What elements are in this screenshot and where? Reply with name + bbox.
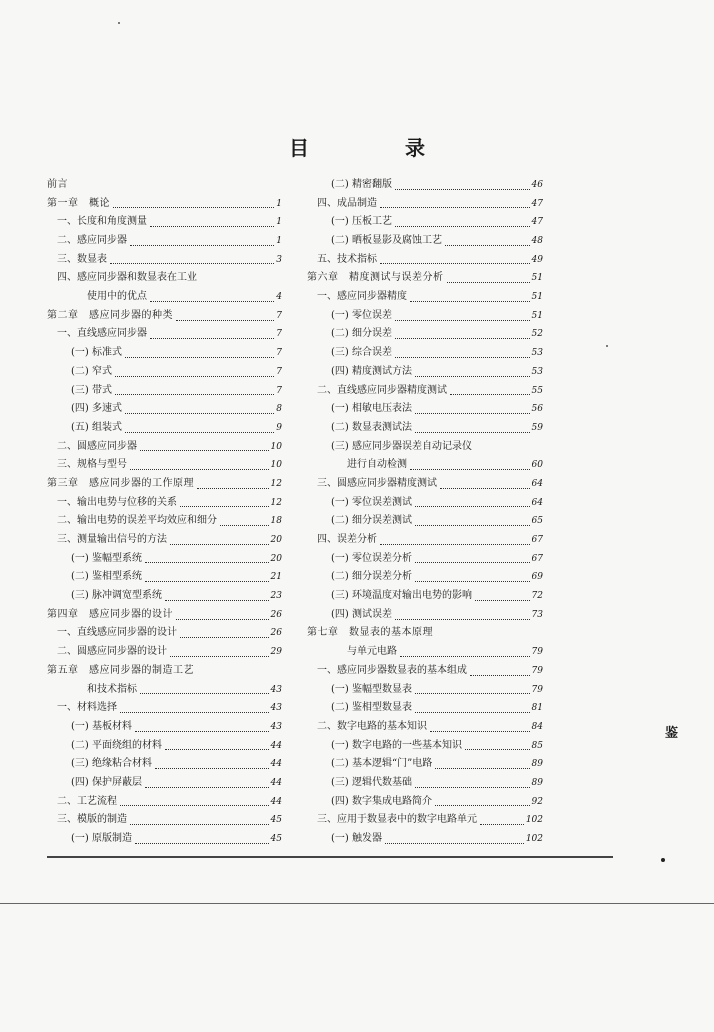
toc-entry <box>307 681 543 700</box>
toc-entry-title: 一、感应同步器精度 <box>317 291 407 303</box>
toc-entry-title: (二) 数显表测试法 <box>331 421 412 433</box>
toc-entry-page: 53 <box>531 366 543 377</box>
toc-leader-dots <box>145 561 269 563</box>
toc-entry <box>47 587 282 606</box>
toc-entry-page: 51 <box>531 310 543 321</box>
toc-leader-dots <box>170 543 269 545</box>
toc-entry-title: (二) 晒板显影及腐蚀工艺 <box>331 235 442 247</box>
toc-entry-page: 44 <box>270 759 282 770</box>
toc-entry-page: 52 <box>531 329 543 340</box>
toc-entry-title: (四) 精度测试方法 <box>331 365 412 377</box>
toc-entry-page: 60 <box>531 460 543 471</box>
toc-entry-title: 第五章 感应同步器的制造工艺 <box>47 664 194 676</box>
toc-entry-title: (三) 综合误差 <box>331 347 392 359</box>
toc-leader-dots <box>197 487 269 489</box>
toc-entry-page: 46 <box>531 179 543 190</box>
toc-entry-title: 三、应用于数显表中的数字电路单元 <box>317 814 477 826</box>
toc-entry-page: 56 <box>531 404 543 415</box>
toc-entry <box>47 475 282 494</box>
toc-entry-page: 67 <box>531 535 543 546</box>
toc-entry <box>307 438 543 457</box>
toc-entry-title: (一) 原版制造 <box>71 833 132 845</box>
toc-entry <box>47 382 282 401</box>
toc-entry-title: 四、感应同步器和数显表在工业 <box>57 272 197 284</box>
toc-entry <box>47 288 282 307</box>
toc-leader-dots <box>415 524 530 526</box>
toc-entry-title: (一) 零位误差 <box>331 309 392 321</box>
toc-entry <box>307 699 543 718</box>
toc-entry-page: 20 <box>270 535 282 546</box>
toc-entry-title: 使用中的优点 <box>87 291 147 303</box>
toc-entry-title: (三) 脉冲调宽型系统 <box>71 590 162 602</box>
toc-entry-title: 和技术指标 <box>87 683 137 695</box>
toc-entry-title: (三) 绝缘粘合材料 <box>71 758 152 770</box>
toc-leader-dots <box>465 748 530 750</box>
toc-entry-page: 7 <box>276 385 282 396</box>
toc-leader-dots <box>400 655 530 657</box>
toc-entry-page: 69 <box>531 572 543 583</box>
toc-leader-dots <box>115 393 274 395</box>
toc-entry-page: 49 <box>531 254 543 265</box>
toc-leader-dots <box>140 449 269 451</box>
toc-leader-dots <box>115 375 274 377</box>
toc-entry <box>47 195 282 214</box>
toc-leader-dots <box>120 804 269 806</box>
toc-entry-page: 1 <box>276 217 282 228</box>
toc-entry-page: 43 <box>270 703 282 714</box>
toc-entry <box>307 232 543 251</box>
toc-leader-dots <box>415 375 530 377</box>
toc-entry <box>47 494 282 513</box>
toc-entry <box>307 251 543 270</box>
toc-leader-dots <box>113 206 274 208</box>
toc-leader-dots <box>155 767 269 769</box>
toc-entry-title: (一) 触发器 <box>331 833 382 845</box>
toc-entry-title: (一) 压板工艺 <box>331 216 392 228</box>
toc-entry <box>47 625 282 644</box>
toc-leader-dots <box>135 842 269 844</box>
toc-entry <box>47 755 282 774</box>
toc-entry-title: 五、技术指标 <box>317 253 377 265</box>
toc-entry-page: 65 <box>531 516 543 527</box>
toc-leader-dots <box>445 244 530 246</box>
toc-entry-page: 89 <box>531 759 543 770</box>
toc-entry-page: 84 <box>531 721 543 732</box>
toc-leader-dots <box>410 300 530 302</box>
toc-entry-title: (四) 数字集成电路简介 <box>331 795 432 807</box>
toc-entry <box>47 793 282 812</box>
toc-leader-dots <box>140 692 269 694</box>
toc-entry <box>307 307 543 326</box>
toc-entry <box>47 718 282 737</box>
toc-leader-dots <box>395 356 530 358</box>
toc-entry <box>307 344 543 363</box>
toc-entry <box>307 811 543 830</box>
toc-entry <box>307 568 543 587</box>
toc-entry <box>47 531 282 550</box>
toc-entry <box>307 382 543 401</box>
toc-entry-title: (三) 逻辑代数基础 <box>331 776 412 788</box>
toc-entry <box>307 475 543 494</box>
page-edge <box>0 903 714 904</box>
toc-leader-dots <box>415 431 530 433</box>
toc-entry <box>307 606 543 625</box>
toc-entry-title: (三) 感应同步器误差自动记录仪 <box>331 440 472 452</box>
toc-entry <box>47 512 282 531</box>
toc-entry-title: (四) 保护屏蔽层 <box>71 776 142 788</box>
toc-entry <box>47 176 282 195</box>
toc-leader-dots <box>135 730 269 732</box>
toc-entry-title: 二、直线感应同步器精度测试 <box>317 384 447 396</box>
toc-entry-title: (二) 鉴相型数显表 <box>331 702 412 714</box>
toc-entry-page: 12 <box>270 497 282 508</box>
toc-entry-title: (一) 零位误差测试 <box>331 496 412 508</box>
toc-leader-dots <box>170 655 269 657</box>
toc-entry-page: 51 <box>531 273 543 284</box>
toc-entry-title: 二、圆感应同步器 <box>57 440 137 452</box>
toc-entry <box>47 774 282 793</box>
toc-entry-title: 进行自动检测 <box>347 459 407 471</box>
toc-leader-dots <box>145 786 269 788</box>
toc-entry-title: 二、工艺流程 <box>57 795 117 807</box>
toc-entry-title: 与单元电路 <box>347 646 397 658</box>
toc-entry-title: (二) 平面绕组的材料 <box>71 739 162 751</box>
toc-entry-title: 一、长度和角度测量 <box>57 216 147 228</box>
toc-entry-title: 一、感应同步器数显表的基本组成 <box>317 664 467 676</box>
toc-leader-dots <box>395 188 530 190</box>
toc-leader-dots <box>165 599 269 601</box>
toc-leader-dots <box>380 262 530 264</box>
toc-entry <box>47 232 282 251</box>
toc-entry <box>307 419 543 438</box>
toc-entry <box>307 512 543 531</box>
toc-leader-dots <box>450 393 530 395</box>
side-mark: 鉴 <box>665 726 679 741</box>
toc-entry-page: 81 <box>531 703 543 714</box>
toc-entry <box>47 419 282 438</box>
toc-entry-title: 二、输出电势的误差平均效应和细分 <box>57 515 217 527</box>
toc-leader-dots <box>145 580 269 582</box>
toc-entry-page: 51 <box>531 292 543 303</box>
toc-leader-dots <box>125 412 274 414</box>
toc-entry <box>307 213 543 232</box>
toc-left-column <box>47 176 282 849</box>
toc-entry-title: (二) 细分误差测试 <box>331 515 412 527</box>
toc-entry-page: 44 <box>270 777 282 788</box>
toc-leader-dots <box>435 804 530 806</box>
toc-entry-title: 第二章 感应同步器的种类 <box>47 309 173 321</box>
toc-leader-dots <box>220 524 269 526</box>
toc-entry-page: 55 <box>531 385 543 396</box>
toc-leader-dots <box>415 561 530 563</box>
toc-entry-title: 三、模版的制造 <box>57 814 127 826</box>
bottom-rule <box>47 856 613 858</box>
toc-entry-title: 四、成品制造 <box>317 197 377 209</box>
toc-leader-dots <box>150 337 274 339</box>
toc-entry-title: 第四章 感应同步器的设计 <box>47 608 173 620</box>
toc-entry <box>47 643 282 662</box>
toc-entry-page: 45 <box>270 815 282 826</box>
toc-leader-dots <box>415 786 530 788</box>
toc-leader-dots <box>395 618 530 620</box>
toc-entry-title: (三) 带式 <box>71 384 112 396</box>
toc-entry-page: 7 <box>276 329 282 340</box>
toc-entry <box>307 793 543 812</box>
toc-entry <box>307 718 543 737</box>
toc-entry-page: 79 <box>531 684 543 695</box>
toc-right-column <box>307 176 543 849</box>
toc-leader-dots <box>475 599 530 601</box>
toc-entry-page: 44 <box>270 740 282 751</box>
toc-entry-title: 第六章 精度测试与误差分析 <box>307 272 444 284</box>
toc-leader-dots <box>415 505 530 507</box>
toc-entry-page: 12 <box>270 478 282 489</box>
toc-entry-page: 79 <box>531 665 543 676</box>
toc-entry-title: 一、材料选择 <box>57 702 117 714</box>
toc-leader-dots <box>435 767 529 769</box>
toc-entry-page: 9 <box>276 422 282 433</box>
toc-leader-dots <box>480 823 524 825</box>
toc-entry-page: 1 <box>276 198 282 209</box>
speck <box>606 345 608 347</box>
toc-entry <box>47 606 282 625</box>
toc-leader-dots <box>110 262 274 264</box>
toc-entry-title: (三) 环境温度对输出电势的影响 <box>331 590 472 602</box>
toc-entry-title: 三、规格与型号 <box>57 459 127 471</box>
toc-entry-title: (四) 多速式 <box>71 403 122 415</box>
toc-leader-dots <box>415 711 530 713</box>
toc-entry <box>307 550 543 569</box>
toc-entry-page: 29 <box>270 647 282 658</box>
toc-entry-title: (二) 细分误差 <box>331 328 392 340</box>
toc-entry <box>47 307 282 326</box>
toc-leader-dots <box>120 711 269 713</box>
toc-entry-title: (二) 鉴相型系统 <box>71 571 142 583</box>
toc-entry-title: 一、直线感应同步器的设计 <box>57 627 177 639</box>
toc-leader-dots <box>180 505 269 507</box>
toc-entry <box>47 251 282 270</box>
toc-leader-dots <box>395 337 530 339</box>
toc-entry-page: 48 <box>531 236 543 247</box>
toc-entry <box>307 494 543 513</box>
toc-entry-title: (一) 鉴幅型数显表 <box>331 683 412 695</box>
toc-leader-dots <box>125 356 274 358</box>
toc-entry-page: 89 <box>531 777 543 788</box>
toc-entry <box>307 288 543 307</box>
toc-entry-title: 二、感应同步器 <box>57 235 127 247</box>
toc-entry-page: 43 <box>270 721 282 732</box>
toc-entry-page: 102 <box>525 815 543 826</box>
toc-entry-title: 二、圆感应同步器的设计 <box>57 646 167 658</box>
toc-leader-dots <box>165 748 269 750</box>
toc-entry-page: 47 <box>531 198 543 209</box>
toc-entry-title: 四、误差分析 <box>317 534 377 546</box>
toc-entry-page: 79 <box>531 647 543 658</box>
toc-entry-title: (一) 零位误差分析 <box>331 552 412 564</box>
toc-entry-title: (二) 窄式 <box>71 365 112 377</box>
toc-entry <box>47 269 282 288</box>
toc-entry <box>307 625 543 644</box>
toc-entry <box>307 643 543 662</box>
toc-entry-title: 前言 <box>47 178 68 190</box>
toc-entry-page: 23 <box>270 591 282 602</box>
toc-entry <box>307 326 543 345</box>
toc-entry <box>47 811 282 830</box>
toc-leader-dots <box>125 431 274 433</box>
toc-leader-dots <box>470 674 530 676</box>
toc-leader-dots <box>176 618 269 620</box>
page-title: 目 录 <box>289 136 463 160</box>
toc-entry-title: 三、测量输出信号的方法 <box>57 534 167 546</box>
toc-entry-page: 43 <box>270 684 282 695</box>
toc-entry-page: 92 <box>531 796 543 807</box>
toc-entry-title: (一) 基板材料 <box>71 720 132 732</box>
toc-leader-dots <box>180 636 269 638</box>
toc-entry-page: 26 <box>270 628 282 639</box>
toc-entry-page: 44 <box>270 796 282 807</box>
toc-entry-page: 1 <box>276 236 282 247</box>
toc-entry-title: 一、直线感应同步器 <box>57 328 147 340</box>
toc-leader-dots <box>385 842 524 844</box>
toc-entry-page: 8 <box>276 404 282 415</box>
toc-entry-title: (五) 组装式 <box>71 421 122 433</box>
toc-entry <box>47 363 282 382</box>
toc-entry <box>47 456 282 475</box>
toc-entry-title: (一) 数字电路的一些基本知识 <box>331 739 462 751</box>
toc-entry-page: 20 <box>270 553 282 564</box>
toc-entry-title: (二) 细分误差分析 <box>331 571 412 583</box>
toc-entry-title: 第七章 数显表的基本原理 <box>307 627 433 639</box>
toc-leader-dots <box>380 206 530 208</box>
toc-entry-title: 二、数字电路的基本知识 <box>317 720 427 732</box>
toc-entry <box>47 662 282 681</box>
toc-entry-page: 18 <box>270 516 282 527</box>
toc-entry-page: 53 <box>531 348 543 359</box>
toc-leader-dots <box>130 244 274 246</box>
toc-entry-page: 72 <box>531 591 543 602</box>
toc-entry-page: 10 <box>270 441 282 452</box>
toc-entry <box>47 213 282 232</box>
toc-entry <box>307 531 543 550</box>
toc-entry <box>307 195 543 214</box>
toc-leader-dots <box>447 281 530 283</box>
toc-leader-dots <box>380 543 530 545</box>
toc-entry-title: 三、数显表 <box>57 253 107 265</box>
toc-entry <box>307 662 543 681</box>
toc-entry-page: 4 <box>276 292 282 303</box>
toc-entry <box>47 830 282 849</box>
toc-entry <box>47 550 282 569</box>
toc-entry-title: (二) 基本逻辑“门”电路 <box>331 758 433 770</box>
toc-entry <box>47 737 282 756</box>
toc-leader-dots <box>430 730 530 732</box>
toc-entry-page: 7 <box>276 366 282 377</box>
toc-leader-dots <box>130 468 269 470</box>
toc-entry-page: 59 <box>531 422 543 433</box>
toc-entry-page: 7 <box>276 348 282 359</box>
toc-entry <box>47 681 282 700</box>
toc-entry-title: (四) 测试误差 <box>331 608 392 620</box>
toc-entry-page: 45 <box>270 834 282 845</box>
toc-entry <box>307 269 543 288</box>
toc-entry-page: 47 <box>531 217 543 228</box>
ink-dot <box>661 858 665 862</box>
toc-entry <box>307 456 543 475</box>
toc-leader-dots <box>415 692 530 694</box>
toc-entry <box>307 830 543 849</box>
toc-entry <box>47 438 282 457</box>
toc-entry <box>307 737 543 756</box>
toc-leader-dots <box>440 487 530 489</box>
toc-entry-page: 7 <box>276 310 282 321</box>
toc-entry-page: 26 <box>270 609 282 620</box>
speck <box>118 22 120 24</box>
toc-entry-page: 21 <box>270 572 282 583</box>
toc-entry-page: 10 <box>270 460 282 471</box>
toc-entry-title: (二) 精密翻版 <box>331 178 392 190</box>
toc-entry <box>307 400 543 419</box>
toc-entry <box>47 344 282 363</box>
toc-entry-title: 第三章 感应同步器的工作原理 <box>47 477 194 489</box>
toc-entry-page: 64 <box>531 497 543 508</box>
toc-entry-title: 一、输出电势与位移的关系 <box>57 496 177 508</box>
toc-leader-dots <box>130 823 269 825</box>
toc-leader-dots <box>395 225 530 227</box>
toc-leader-dots <box>410 468 530 470</box>
toc-entry-page: 3 <box>276 254 282 265</box>
toc-entry <box>47 326 282 345</box>
toc-leader-dots <box>176 319 274 321</box>
toc-entry <box>307 755 543 774</box>
toc-entry-page: 73 <box>531 609 543 620</box>
toc-leader-dots <box>150 225 274 227</box>
toc-entry-title: (一) 相敏电压表法 <box>331 403 412 415</box>
toc-entry-title: (一) 标准式 <box>71 347 122 359</box>
toc-entry <box>47 568 282 587</box>
toc-entry <box>307 587 543 606</box>
toc-entry <box>307 363 543 382</box>
toc-entry-page: 64 <box>531 478 543 489</box>
toc-entry <box>307 774 543 793</box>
toc-leader-dots <box>415 412 530 414</box>
toc-leader-dots <box>150 300 274 302</box>
toc-leader-dots <box>415 580 530 582</box>
toc-entry-page: 67 <box>531 553 543 564</box>
toc-entry <box>307 176 543 195</box>
toc-entry-title: 第一章 概论 <box>47 197 110 209</box>
toc-entry <box>47 699 282 718</box>
toc-leader-dots <box>395 319 530 321</box>
toc-entry-title: (一) 鉴幅型系统 <box>71 552 142 564</box>
toc-entry-page: 85 <box>531 740 543 751</box>
toc-entry-page: 102 <box>525 834 543 845</box>
toc-entry-title: 三、圆感应同步器精度测试 <box>317 477 437 489</box>
toc-entry <box>47 400 282 419</box>
